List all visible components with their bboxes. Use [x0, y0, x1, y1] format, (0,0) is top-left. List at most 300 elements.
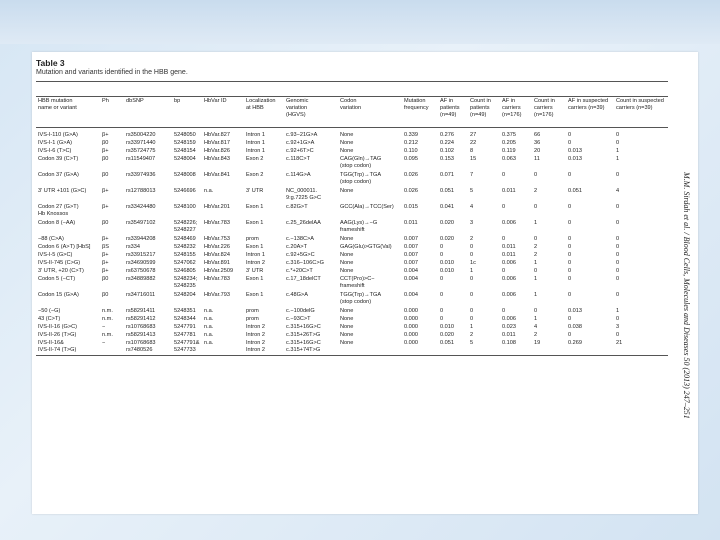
table-cell: 0.007	[404, 252, 418, 258]
table-cell: 1c	[470, 260, 476, 266]
column-header: Count in patients (n=49)	[470, 98, 491, 118]
table-cell: 0	[534, 236, 538, 242]
table-cell: 5248100	[174, 204, 196, 210]
table-cell: 2	[470, 332, 474, 338]
table-cell: rs34690599	[126, 260, 156, 266]
table-cell: 0	[440, 316, 444, 322]
table-cell: n.a.	[204, 308, 214, 314]
table-cell: 1	[534, 276, 538, 282]
table-cell: 1	[534, 220, 538, 226]
table-cell: 0	[568, 316, 572, 322]
table-cell: GCC(Ala)→TCC(Ser)	[340, 204, 394, 210]
table-cell: 11	[534, 156, 540, 162]
table-cell: 0	[534, 268, 538, 274]
table-cell: β0	[102, 276, 109, 282]
table-cell: Intron 1	[246, 148, 265, 154]
table-cell: 5247781	[174, 332, 196, 338]
table-cell: IVS-I-1 (G>A)	[38, 140, 73, 146]
table-cell: AAG(Lys)→−G frameshift	[340, 220, 378, 233]
table-cell: 0.011	[502, 332, 516, 338]
table-cell: HbVar.824	[204, 252, 231, 258]
table-cell: Codon 39 (C>T)	[38, 156, 79, 162]
table-cell: c.20A>T	[286, 244, 307, 250]
table-cell: 0.007	[404, 244, 418, 250]
table-cell: HbVar.783	[204, 276, 231, 282]
table-cell: HbVar.843	[204, 156, 231, 162]
table-cell: 0.006	[502, 260, 516, 266]
table-cell: 0	[440, 308, 444, 314]
table-cell: 5248234; 5248235	[174, 276, 198, 289]
table-cell: 5246805	[174, 268, 196, 274]
table-cell: β0	[102, 292, 109, 298]
table-cell: Exon 2	[246, 172, 264, 178]
table-cell: 0	[502, 268, 506, 274]
table-cell: Codon 27 (G>T) Hb Knossos	[38, 204, 79, 217]
table-cell: IVS-I-6 (T>C)	[38, 148, 72, 154]
table-cell: IVS-II-745 (C>G)	[38, 260, 81, 266]
table-cell: rs63750678	[126, 268, 156, 274]
table-cell: Codon 37 (G>A)	[38, 172, 79, 178]
table-cell: 0	[470, 276, 474, 282]
table-cell: 5248155	[174, 252, 196, 258]
table-cell: c.118C>T	[286, 156, 310, 162]
table-cell: −50 (−G)	[38, 308, 61, 314]
table-cell: None	[340, 140, 354, 146]
table-cell: 2	[534, 332, 538, 338]
table-cell: n.m.	[102, 308, 113, 314]
table-cell: 0	[616, 204, 620, 210]
rule-mid	[36, 96, 668, 97]
table-cell: β+	[102, 260, 109, 266]
table-cell: 4	[534, 324, 538, 330]
side-citation-text: M.M. Sirdah et al. / Blood Cells, Molecules and Diseases 50 (2013) 247–251	[682, 172, 691, 419]
table-cell: 5247791& 5247733	[174, 340, 200, 353]
table-cell: Intron 2	[246, 324, 265, 330]
table-cell: 0	[568, 252, 572, 258]
table-cell: 0	[470, 316, 474, 322]
column-header: Genomic variation (HGVS)	[286, 98, 309, 118]
table-cell: HbVar.826	[204, 148, 231, 154]
table-cell: 2	[470, 236, 474, 242]
table-cell: −	[102, 340, 106, 346]
table-cell: 0.006	[502, 220, 516, 226]
table-cell: HbVar.817	[204, 140, 231, 146]
table-cell: 4	[470, 204, 474, 210]
column-header: Count in suspected carriers (n=39)	[616, 98, 664, 111]
table-cell: 0.010	[440, 268, 454, 274]
table-cell: 0.041	[440, 204, 454, 210]
table-subtitle: Mutation and variants identified in the HBB gene.	[36, 69, 188, 76]
rule-header-bottom	[36, 127, 668, 128]
table-cell: Exon 1	[246, 204, 264, 210]
table-cell: 0.020	[440, 236, 454, 242]
table-cell: Exon 1	[246, 292, 264, 298]
column-header: AF in suspected carriers (n=39)	[568, 98, 609, 111]
table-cell: Intron 1	[246, 140, 265, 146]
table-cell: rs34716011	[126, 292, 156, 298]
table-cell: HbVar.201	[204, 204, 231, 210]
table-cell: 0.013	[568, 148, 582, 154]
table-cell: 5247062	[174, 260, 196, 266]
table-cell: 0	[470, 308, 474, 314]
table-cell: 0.011	[502, 244, 516, 250]
table-cell: rs35004220	[126, 132, 156, 138]
table-cell: 0	[568, 244, 572, 250]
table-cell: 7	[470, 172, 474, 178]
table-cell: 0	[616, 332, 620, 338]
column-header: Codon variation	[340, 98, 362, 111]
table-cell: 0.006	[502, 276, 516, 282]
table-cell: Intron 1	[246, 252, 265, 258]
table-cell: 8	[470, 148, 474, 154]
table-cell: 0	[440, 292, 444, 298]
table-cell: 0	[616, 276, 620, 282]
table-cell: 27	[470, 132, 477, 138]
column-header: Mutation frequency	[404, 98, 429, 111]
table-cell: n.a.	[204, 332, 214, 338]
table-cell: Codon 5 (−CT)	[38, 276, 76, 282]
table-cell: TGG(Trp)→TGA (stop codon)	[340, 292, 382, 305]
table-cell: Exon 1	[246, 244, 264, 250]
table-cell: Codon 8 (−AA)	[38, 220, 76, 226]
table-cell: 0.004	[404, 276, 418, 282]
column-header: Localization at HBB	[246, 98, 276, 111]
table-cell: β+	[102, 236, 109, 242]
table-cell: rs35497102	[126, 220, 156, 226]
table-cell: 1	[534, 260, 538, 266]
table-cell: 0	[502, 308, 506, 314]
table-cell: 0.095	[404, 156, 418, 162]
paper-page	[32, 52, 698, 514]
table-cell: 0.110	[404, 148, 418, 154]
table-cell: β0	[102, 140, 109, 146]
table-cell: 0	[470, 292, 474, 298]
table-cell: c.114G>A	[286, 172, 311, 178]
table-cell: IVS-II-16 (G>C)	[38, 324, 78, 330]
table-cell: 0.000	[404, 324, 418, 330]
table-cell: c.−138C>A	[286, 236, 314, 242]
table-cell: 22	[470, 140, 477, 146]
table-cell: 66	[534, 132, 541, 138]
table-cell: None	[340, 236, 354, 242]
table-cell: 0.020	[440, 220, 454, 226]
table-cell: 0.013	[568, 156, 582, 162]
table-cell: rs12788013	[126, 188, 156, 194]
table-cell: 20	[534, 148, 541, 154]
column-header: Ph	[102, 98, 109, 104]
table-cell: None	[340, 308, 354, 314]
table-cell: None	[340, 252, 354, 258]
table-cell: 3' UTR	[246, 188, 264, 194]
table-cell: 0.038	[568, 324, 582, 330]
table-cell: c.92+1G>A	[286, 140, 315, 146]
table-cell: 0.004	[404, 292, 418, 298]
table-cell: 5	[470, 188, 474, 194]
table-cell: 0	[568, 172, 572, 178]
table-cell: β+	[102, 204, 109, 210]
table-cell: None	[340, 260, 354, 266]
table-cell: 0.006	[502, 292, 516, 298]
table-cell: 2	[534, 188, 538, 194]
table-cell: rs10768683 rs7480526	[126, 340, 156, 353]
table-cell: 1	[616, 156, 620, 162]
table-cell: 4	[616, 188, 620, 194]
table-cell: 0	[502, 204, 506, 210]
table-cell: 0	[616, 268, 620, 274]
table-cell: rs33424480	[126, 204, 156, 210]
table-cell: rs11549407	[126, 156, 156, 162]
column-header: HBB mutation name or variant	[38, 98, 77, 111]
table-cell: HbVar.841	[204, 172, 231, 178]
table-cell: HbVar.793	[204, 292, 231, 298]
table-cell: 0	[440, 244, 444, 250]
table-cell: None	[340, 324, 354, 330]
table-cell: 0	[568, 236, 572, 242]
table-cell: c.82G>T	[286, 204, 308, 210]
table-cell: HbVar.827	[204, 132, 231, 138]
table-cell: 0.224	[440, 140, 454, 146]
table-cell: 0.023	[502, 324, 516, 330]
table-cell: prom	[246, 308, 259, 314]
table-cell: 2	[534, 244, 538, 250]
table-cell: rs334	[126, 244, 140, 250]
table-cell: None	[340, 188, 354, 194]
table-cell: −88 (C>A)	[38, 236, 64, 242]
table-cell: 0	[502, 236, 506, 242]
table-cell: c.25_26delAA	[286, 220, 321, 226]
table-cell: 0.063	[502, 156, 516, 162]
column-header: AF in patients (n=49)	[440, 98, 460, 118]
table-cell: 3	[616, 324, 620, 330]
table-cell: 0.276	[440, 132, 454, 138]
table-cell: 0	[616, 236, 620, 242]
table-cell: 1	[534, 316, 538, 322]
table-cell: 0	[470, 244, 474, 250]
table-cell: None	[340, 132, 354, 138]
column-header: AF in carriers (n=176)	[502, 98, 522, 118]
side-citation	[680, 172, 694, 512]
table-cell: 36	[534, 140, 541, 146]
table-cell: 0	[616, 316, 620, 322]
table-cell: 5248050	[174, 132, 196, 138]
table-cell: 2	[534, 252, 538, 258]
table-cell: 5248204	[174, 292, 196, 298]
table-cell: rs58291412	[126, 316, 156, 322]
table-cell: n.m.	[102, 316, 113, 322]
table-cell: 0.071	[440, 172, 454, 178]
table-cell: β+	[102, 252, 109, 258]
table-cell: 0	[568, 276, 572, 282]
table-cell: c.315+16G>C	[286, 324, 321, 330]
table-cell: 21	[616, 340, 623, 346]
table-cell: c.315+26T>G	[286, 332, 321, 338]
table-cell: 1	[616, 308, 620, 314]
table-cell: CAG(Gln)→TAG (stop codon)	[340, 156, 382, 169]
table-cell: 0	[568, 292, 572, 298]
table-cell: CCT(Pro)>C− frameshift	[340, 276, 375, 289]
table-cell: 5248154	[174, 148, 196, 154]
table-cell: β+	[102, 148, 109, 154]
table-cell: Codon 15 (G>A)	[38, 292, 79, 298]
table-cell: c.17_18delCT	[286, 276, 321, 282]
table-cell: βS	[102, 244, 109, 250]
table-cell: 0	[616, 140, 620, 146]
column-header: HbVar ID	[204, 98, 227, 104]
table-cell: 0	[616, 132, 620, 138]
table-cell: rs33974936	[126, 172, 156, 178]
table-cell: 0	[502, 172, 506, 178]
table-cell: 0.007	[404, 260, 418, 266]
table-cell: c.*+20C>T	[286, 268, 313, 274]
table-cell: 0	[616, 260, 620, 266]
table-cell: β0	[102, 156, 109, 162]
table-cell: rs58291411	[126, 308, 156, 314]
table-cell: 0.007	[404, 236, 418, 242]
table-cell: 0	[534, 308, 538, 314]
table-cell: None	[340, 332, 354, 338]
column-header: Count in carriers (n=176)	[534, 98, 555, 118]
table-cell: 0	[616, 172, 620, 178]
table-cell: 3' UTR +101 (G>C)	[38, 188, 87, 194]
table-cell: 0	[440, 252, 444, 258]
table-cell: None	[340, 340, 354, 346]
table-cell: 0.013	[568, 308, 582, 314]
table-cell: 5248159	[174, 140, 196, 146]
table-cell: IVS-II-26 (T>G)	[38, 332, 77, 338]
table-cell: IVS-I-110 (G>A)	[38, 132, 78, 138]
table-cell: 0.339	[404, 132, 418, 138]
table-cell: 0.011	[502, 252, 516, 258]
table-cell: 15	[470, 156, 477, 162]
table-cell: 0.119	[502, 148, 516, 154]
table-cell: 0	[440, 276, 444, 282]
table-cell: 0.212	[404, 140, 418, 146]
table-cell: Intron 2	[246, 260, 265, 266]
table-cell: GAG(Glu)>GTG(Val)	[340, 244, 392, 250]
table-cell: 5246696	[174, 188, 196, 194]
table-cell: 1	[470, 324, 474, 330]
table-cell: 5248226; 5248227	[174, 220, 198, 233]
table-cell: 0.000	[404, 332, 418, 338]
table-cell: Intron 2	[246, 332, 265, 338]
table-cell: −	[102, 324, 106, 330]
table-cell: 0.102	[440, 148, 454, 154]
table-cell: 0.020	[440, 332, 454, 338]
table-cell: rs10768683	[126, 324, 156, 330]
table-cell: 0.011	[502, 188, 516, 194]
table-cell: c.92+5G>C	[286, 252, 315, 258]
table-cell: HbVar.891	[204, 260, 231, 266]
table-cell: 5247791	[174, 324, 196, 330]
table-cell: 0	[616, 252, 620, 258]
table-cell: c.−100delG	[286, 308, 315, 314]
table-cell: prom	[246, 316, 259, 322]
table-cell: 5248008	[174, 172, 196, 178]
table-cell: 0	[534, 172, 538, 178]
table-cell: 0.026	[404, 172, 418, 178]
table-cell: 3' UTR, +20 (C>T)	[38, 268, 84, 274]
table-cell: 0	[470, 252, 474, 258]
table-cell: 0	[568, 332, 572, 338]
table-cell: 5248004	[174, 156, 196, 162]
table-cell: rs58291413	[126, 332, 156, 338]
table-cell: IVS-I-5 (G>C)	[38, 252, 73, 258]
table-cell: rs33971440	[126, 140, 156, 146]
table-cell: 0.011	[404, 220, 418, 226]
table-cell: 1	[534, 292, 538, 298]
table-cell: 5248469	[174, 236, 196, 242]
table-cell: Intron 1	[246, 132, 265, 138]
table-cell: β+	[102, 188, 109, 194]
table-cell: 0	[616, 244, 620, 250]
table-title: Table 3	[36, 58, 65, 68]
table-cell: 0.153	[440, 156, 454, 162]
table-cell: 0	[568, 260, 572, 266]
table-cell: 1	[616, 148, 620, 154]
table-cell: HbVar.226	[204, 244, 231, 250]
table-cell: n.m.	[102, 332, 113, 338]
table-cell: β+	[102, 132, 109, 138]
table-cell: 0.010	[440, 260, 454, 266]
table-cell: 0.051	[440, 340, 454, 346]
table-cell: 0	[534, 204, 538, 210]
table-cell: 0.205	[502, 140, 516, 146]
table-cell: 0.010	[440, 324, 454, 330]
table-cell: 0.375	[502, 132, 516, 138]
table-cell: 0.051	[568, 188, 582, 194]
table-cell: 0.015	[404, 204, 418, 210]
rule-bottom	[36, 355, 668, 356]
table-cell: None	[340, 268, 354, 274]
table-cell: 0	[568, 140, 572, 146]
table-cell: 0.269	[568, 340, 582, 346]
table-cell: 19	[534, 340, 541, 346]
table-cell: 0.006	[502, 316, 516, 322]
table-cell: c.93−21G>A	[286, 132, 318, 138]
table-cell: 0.051	[440, 188, 454, 194]
table-cell: Codon 6 (A>T) [HbS]	[38, 244, 91, 250]
table-cell: 0	[568, 204, 572, 210]
table-cell: c.−93C>T	[286, 316, 311, 322]
table-cell: 3	[470, 220, 474, 226]
table-cell: Intron 2 Intron 2	[246, 340, 265, 353]
table-cell: NC_000011. 9:g.7225 G>C	[286, 188, 321, 201]
table-cell: rs35724775	[126, 148, 156, 154]
table-cell: c.315+16G>C c.315+74T>G	[286, 340, 321, 353]
table-cell: n.a.	[204, 340, 214, 346]
table-cell: IVS-II-16& IVS-II-74 (T>G)	[38, 340, 77, 353]
table-cell: prom	[246, 236, 259, 242]
table-cell: 0	[568, 220, 572, 226]
table-cell: n.a.	[204, 188, 214, 194]
table-cell: 3' UTR	[246, 268, 264, 274]
table-cell: c.316−106C>G	[286, 260, 324, 266]
table-cell: rs34889882	[126, 276, 156, 282]
table-cell: 0.108	[502, 340, 516, 346]
table-cell: 5248344	[174, 316, 196, 322]
table-cell: 0	[568, 268, 572, 274]
table-cell: 0.026	[404, 188, 418, 194]
table-cell: 5	[470, 340, 474, 346]
table-cell: n.a.	[204, 324, 214, 330]
column-header: dbSNP	[126, 98, 144, 104]
table-cell: β0	[102, 220, 109, 226]
table-cell: TGG(Trp)→TGA (stop codon)	[340, 172, 382, 185]
table-cell: Exon 1	[246, 220, 264, 226]
table-cell: Exon 2	[246, 156, 264, 162]
table-cell: β+	[102, 268, 109, 274]
table-cell: 0.000	[404, 308, 418, 314]
